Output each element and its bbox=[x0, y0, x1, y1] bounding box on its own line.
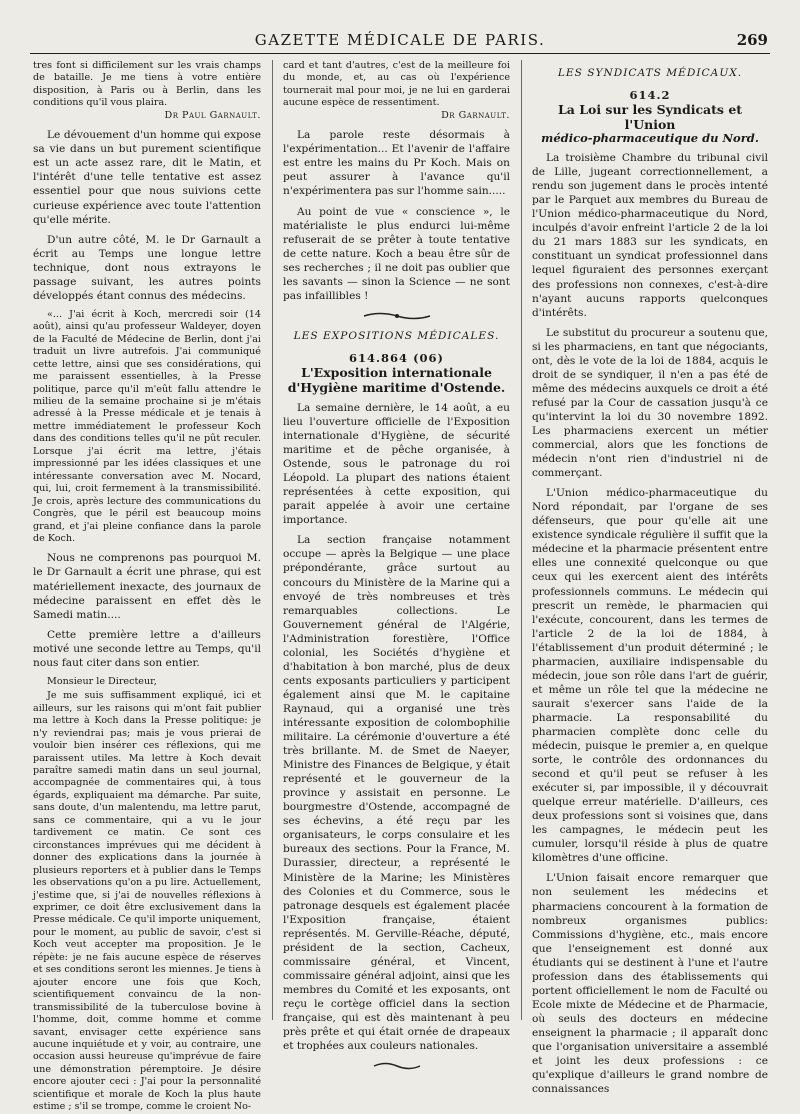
second-letter: Je me suis suffisamment expliqué, ici et ailleurs, sur les raisons qui m'ont fait publier ma lettre à Koch dans la Presse politique: je n'y reviendrai pas; mais je vous prierai de vouloir bien insérer ces réflexions, qui me paraissent utiles. Ma lettre à Koch devait paraître samedi matin dans un seul journal, accompagnée de commentaires qui, à tous égards, expliquaient ma démarche. Par suite, sans doute, d'un malentendu, ma lettre parut, sans ce commentaire, qui a vu le jour tardivement ce matin. Ce sont ces circonstances imprévues qui me décident à donner des explications dans la journée à plusieurs reporters et à publier dans le Temps les observations qu'on a pu lire. Actuellement, j'estime que, si j'ai de nouvelles réflexions à exprimer, ce doit être exclusivement dans la Presse médicale. Ce qu'il importe uniquement, pour le moment, au public de savoir, c'est si Koch veut accepter ma proposition. Je le répète: je ne fais aucune espèce de réserves et ses conditions seront les miennes. Je tiens à ajouter encore une fois que Koch, scientifiquement convaincu de la non-transmissibilité de la tuberculose bovine à l'homme, doit, comme homme et comme savant, envisager cette expérience sans aucune inquiétude et y voir, au contraire, une occasion aussi heureuse qu'imprévue de faire une démonstration péremptoire. Je désire encore ajouter ceci : J'ai pour la personnalité scientifique et morale de Koch la plus haute estime ; s'il se trompe, comme le croient No- bbox=[33, 690, 261, 1113]
quoted-letter: «... J'ai écrit à Koch, mercredi soir (14 août), ainsi qu'au professeur Waldeyer, doyen de la Faculté de Médecine de Berlin, dont j'ai traduit un livre autrefois. J'ai communiqué cette lettre, ainsi que ses considérations, qui me paraissent essentielles, à la Presse politique, parce qu'il m'eût fallu attendre le milieu de la semaine prochaine si je m'étais adressé à la Presse médicale et je tenais à mettre immédiatement le professeur Koch dans des conditions telles qu'il ne pût reculer. Lorsque j'ai écrit ma lettre, j'étais impressionné par les idées classiques et une intéressante conversation avec M. Nocard, qui, lui, croit fermement à la transmissibilité. Je crois, après lecture des communications du Congrès, que le péril est beaucoup moins grand, et j'ai pleine confiance dans la parole de Koch. bbox=[33, 308, 261, 544]
paragraph: Le substitut du procureur a soutenu que, si les pharmaciens, en tant que négociants, ont, dès le vote de la loi de 1884, acquis le droit de se syndiquer, il n'en a pas été de même des médecins auxquels ce droit a été refusé par la Cour de cassation jusqu'à ce qu'intervint la loi du 30 novembre 1892. Les pharmaciens exercent un métier commercial, alors que les fonctions de médecin n'ont rien d'industriel ni de commerçant. bbox=[532, 326, 768, 480]
section-title: LES EXPOSITIONS MÉDICALES. bbox=[293, 329, 500, 342]
paragraph: La semaine dernière, le 14 août, a eu lieu l'ouverture officielle de l'Exposition internationale d'Hygiène, de sécurité maritime et de pêche organisée, à Ostende, sous le patronage du roi Léopold. La plupart des nations étaient représentées à cette exposition, qui parait appelée à avoir une certaine importance. bbox=[283, 401, 510, 527]
signature-garnault: Dr Paul Garnault. bbox=[164, 109, 261, 121]
middle-column bbox=[283, 60, 510, 1053]
page-number: 269 bbox=[736, 31, 768, 49]
classification-code: 614.2 bbox=[629, 88, 671, 103]
section-title: LES SYNDICATS MÉDICAUX. bbox=[557, 67, 743, 79]
paragraph: Au point de vue « conscience », le matérialiste le plus endurci lui-même refuserait de se prêter à toute tentative de cette nature. Koch a beau être sûr de ses recherches ; il ne doit pas oublier que les savants — sinon la Science — ne sont pas infaillibles ! bbox=[283, 205, 510, 302]
paragraph: L'Union médico-pharmaceutique du Nord répondait, par l'organe de ses défenseurs, que pour qu'elle ait une existence syndicale régulière il suffit que la médecine et la pharmacie présentent entre elles une connexité quelconque ou que ceux qui les exercent aient des intérêts professionnels communs. Le médecin qui prescrit un remède, le pharmacien qui l'exécute, concourent, dans les termes de l'article 2 de la loi de 1884, à l'établissement d'un produit déterminé ; le pharmacien, auxiliaire indispensable du médecin, joue son rôle dans l'art de guérir, et même un rôle tel que la médecine ne saurait s'exercer sans l'aide de la pharmacie. La responsabilité du pharmacien complète donc celle du médecin, puisque le premier a, en quelque sorte, le contrôle des ordonnances du second et qu'il peut se refuser à les exécuter si, par impossible, il y découvrait quelque erreur matérielle. D'ailleurs, ces deux professions sont si voisines que, dans les campagnes, le médecin peut les cumuler, lorsqu'il réside à plus de quatre kilomètres d'une officine. bbox=[532, 487, 768, 865]
paragraph: La parole reste désormais à l'expérimentation... Et l'avenir de l'affaire est entre les mains du Pr Koch. Mais on peut assurer à l'avance qu'il n'expérimentera pas sur l'homme sain..... bbox=[283, 129, 510, 198]
letter-ending: tres font si difficilement sur les vrais champs de bataille. Je me tiens à votre entière disposition, à Paris ou à Berlin, dans les conditions qu'il vous plaira. bbox=[33, 60, 261, 109]
paragraph: Nous ne comprenons pas pourquoi M. le Dr Garnault a écrit une phrase, qui est matériellement inexacte, des journaux de médecine paraissent en effet dès le Samedi matin.... bbox=[33, 552, 261, 621]
paragraph: Le dévouement d'un homme qui expose sa vie dans un but purement scientifique est un acte assez rare, dit le Matin, et l'intérêt d'une telle tentative est assez essentiel pour que nous suivions cette curieuse expérience avec toute l'attention qu'elle mérite. bbox=[33, 129, 261, 226]
paragraph: L'Union faisait encore remarquer que non seulement les médecins et pharmaciens concourent à la formation de nombreux organismes publics: Commissions d'hygiène, etc., mais encore que l'enseignement est donné aux étudiants qui se destinent à l'une et l'autre profession dans des établissements qui portent officiellement le nom de Faculté ou Ecole mixte de Médecine et de Pharmacie, où seuls des docteurs en médecine enseignent la pharmacie ; il apparaît donc que l'organisation universitaire a assemblé et joint les deux professions : ce qu'explique d'ailleurs le grand nombre de connaissances bbox=[532, 872, 768, 1096]
column-divider-2 bbox=[521, 60, 522, 1020]
header-rule bbox=[30, 53, 770, 54]
signature-garnault: Dr Garnault. bbox=[441, 109, 510, 121]
salutation: Monsieur le Directeur, bbox=[47, 675, 157, 687]
paragraph: D'un autre côté, M. le Dr Garnault a écrit au Temps une longue lettre technique, dont nous extrayons le passage suivant, les autres points développés étant connus des médecins. bbox=[33, 233, 261, 302]
article-subheading: médico-pharmaceutique du Nord. bbox=[541, 131, 759, 146]
column-divider-1 bbox=[272, 60, 273, 1020]
paragraph: Cette première lettre a d'ailleurs motivé une seconde lettre au Temps, qu'il nous faut citer dans son entier. bbox=[33, 628, 261, 669]
right-column bbox=[532, 60, 768, 1096]
classification-code: 614.864 (06) bbox=[349, 350, 444, 365]
page-header bbox=[30, 31, 770, 53]
article-heading: L'Exposition internationale d'Hygiène maritime d'Ostende. bbox=[287, 364, 506, 395]
letter-continuation: card et tant d'autres, c'est de la meilleure foi du monde, et, au cas où l'expérience tournerait mal pour moi, je ne lui en garderai aucune espèce de ressentiment. bbox=[283, 60, 510, 109]
journal-title: GAZETTE MÉDICALE DE PARIS. bbox=[254, 31, 546, 49]
paragraph: La troisième Chambre du tribunal civil de Lille, jugeant correctionnellement, a rendu son jugement dans le procès intenté par le Parquet aux membres du Bureau de l'Union médico-pharmaceutique du Nord, inculpés d'avoir enfreint l'article 2 de la loi du 21 mars 1883 sur les syndicats, en constituant un syndicat professionnel dans lequel figuraient des personnes exerçant des professions non connexes, c'est-à-dire n'ayant aucuns rapports quelconques d'intérêts. bbox=[532, 152, 768, 319]
left-column bbox=[33, 60, 261, 1113]
ornament-divider bbox=[283, 309, 510, 323]
paragraph: La section française notamment occupe — après la Belgique — une place prépondérante, grâce surtout au concours du Ministère de la Marine qui a envoyé de très nombreuses et très remarquables collections. Le Gouvernement général de l'Algérie, l'Administration forestière, l'Office colonial, les Sociétés d'hygiène et d'habitation à bon marché, plus de deux cents exposants particuliers y participent également ainsi que M. le capitaine Raynaud, qui a organisé une très intéressante exposition de colombophilie militaire. La cérémonie d'ouverture a été très brillante. M. de Smet de Naeyer, Ministre des Finances de Belgique, y était représenté et le gouverneur de la province y assistait en personne. Le bourgmestre d'Ostende, accompagné de ses échevins, a été reçu par les organisateurs, le corps consulaire et les bureaux des sections. Pour la France, M. Durassier, directeur, a représenté le Ministère de la Marine; les Ministères des Colonies et du Commerce, sous le patronage desquels est également placée l'Exposition française, étaient représentés. M. Gerville-Réache, député, président de la section, Cacheux, commissaire général, et Vincent, commissaire général adjoint, ainsi que les membres du Comité et les exposants, ont reçu le cortège officiel dans la section française, qui est dès maintenant à peu près prête et qui était ornée de drapeaux et trophées aux couleurs nationales. bbox=[283, 534, 510, 1053]
ornament-divider bbox=[283, 1059, 510, 1073]
article-heading: La Loi sur les Syndicats et l'Union bbox=[557, 102, 743, 133]
